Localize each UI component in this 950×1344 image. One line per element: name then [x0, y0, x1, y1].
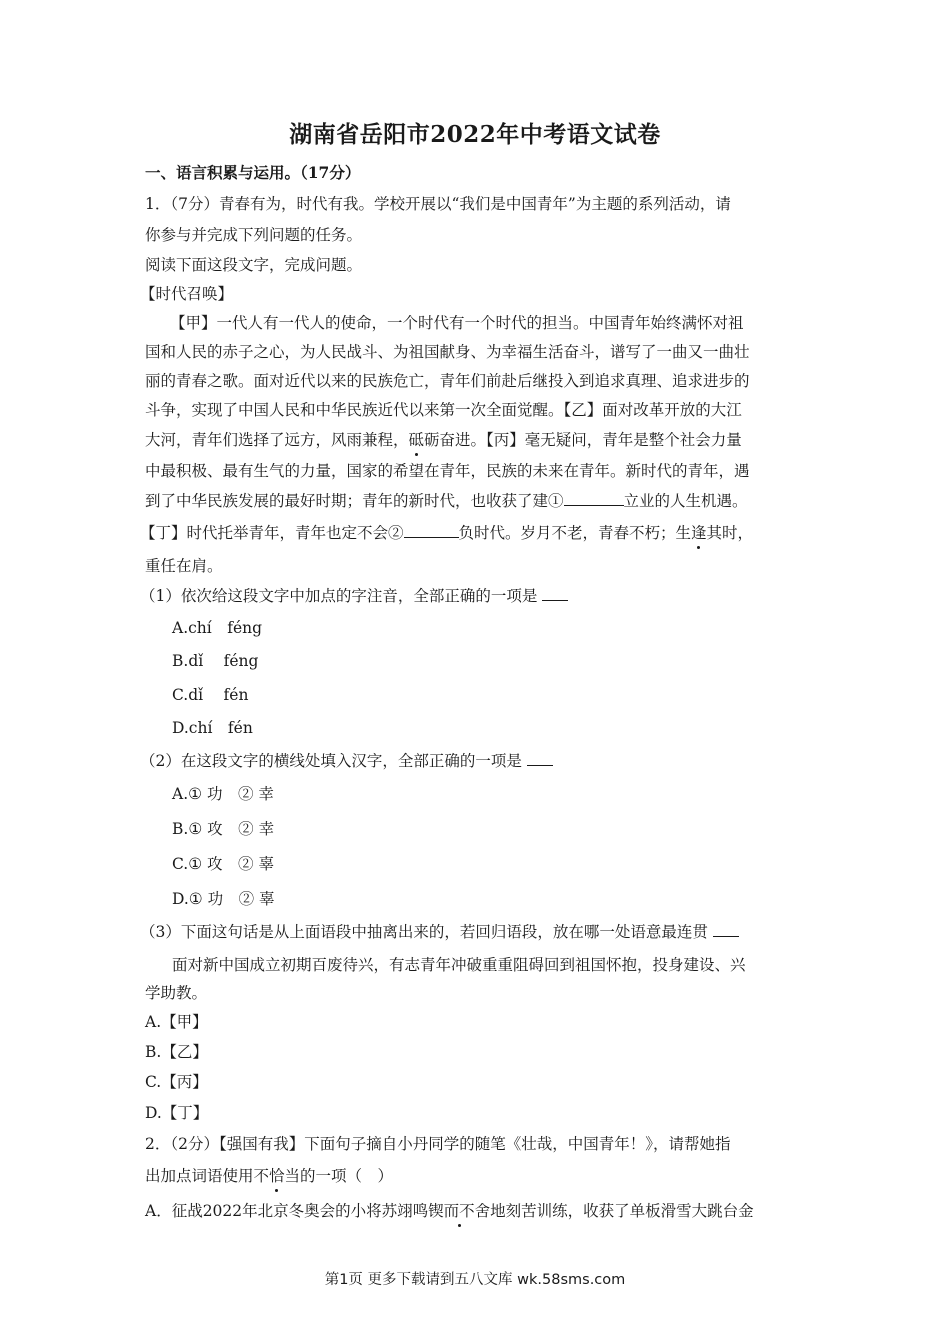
passage-line: 到了中华民族发展的最好时期；青年的新时代，也收获了建① 立业的人生机遇。: [145, 492, 748, 510]
option[interactable]: C.① 攻 ② 辜: [172, 855, 274, 873]
answer-blank[interactable]: [542, 586, 568, 601]
dotted-char: 砥: [408, 431, 425, 449]
sub-question-2: （2）在这段文字的横线处填入汉字，全部正确的一项是: [140, 751, 805, 771]
option[interactable]: D.【丁】: [145, 1104, 209, 1122]
extracted-sentence: 学助教。: [145, 984, 208, 1002]
q1-line-1: 1．（7分）青春有为，时代有我。学校开展以“我们是中国青年”为主题的系列活动，请: [145, 195, 731, 213]
option[interactable]: C.【丙】: [145, 1073, 208, 1091]
dotted-char: 逢: [691, 524, 707, 542]
passage-line: 国和人民的赤子之心，为人民战斗、为祖国献身、为幸福生活奋斗，谱写了一曲又一曲壮: [145, 343, 750, 361]
option[interactable]: A.① 功 ② 幸: [172, 785, 274, 803]
page-footer: 第1页 更多下载请到五八文库 wk.58sms.com: [324, 1272, 626, 1288]
q2-option-a[interactable]: A．征战2022年北京冬奥会的小将苏翊鸣锲而不舍地刻苦训练，收获了单板滑雪大跳台金: [145, 1202, 754, 1220]
option[interactable]: A.【甲】: [145, 1013, 208, 1031]
q1-instruction: 阅读下面这段文字，完成问题。: [145, 256, 363, 274]
answer-blank[interactable]: [527, 751, 553, 766]
sub-question-3: （3）下面这句话是从上面语段中抽离出来的，若回归语段，放在哪一处语意最连贯: [140, 922, 805, 942]
section-heading: 一、语言积累与运用。（17分）: [145, 163, 361, 182]
option[interactable]: B.dǐ féng: [172, 652, 259, 670]
passage-line: 大河，青年们选择了远方，风雨兼程，砥砺奋进。【丙】毫无疑问，青年是整个社会力量: [145, 431, 742, 449]
option[interactable]: C.dǐ fén: [172, 686, 249, 704]
passage-line: 重任在肩。: [145, 557, 223, 575]
q2-line-1: 2．（2分）【强国有我】下面句子摘自小丹同学的随笔《壮哉，中国青年！》，请帮她指: [145, 1135, 731, 1153]
option[interactable]: D.① 功 ② 辜: [172, 890, 275, 908]
option[interactable]: B.① 攻 ② 幸: [172, 820, 275, 838]
q1-passage-heading: 【时代召唤】: [140, 285, 234, 303]
passage-line: 【丁】时代托举青年，青年也定不会② 负时代。岁月不老，青春不朽；生逢其时，: [140, 524, 754, 542]
passage-line: 中最积极、最有生气的力量，国家的希望在青年，民族的未来在青年。新时代的青年，遇: [145, 462, 750, 480]
passage-line: 【甲】一代人有一代人的使命，一个时代有一个时代的担当。中国青年始终满怀对祖: [170, 314, 744, 332]
q1-line-2: 你参与并完成下列问题的任务。: [145, 226, 363, 244]
passage-line: 斗争，实现了中国人民和中华民族近代以来第一次全面觉醒。【乙】面对改革开放的大江: [145, 401, 742, 419]
extracted-sentence: 面对新中国成立初期百废待兴，有志青年冲破重重阻碍回到祖国怀抱，投身建设、兴: [172, 956, 746, 974]
sub-question-1: （1）依次给这段文字中加点的字注音，全部正确的一项是: [140, 586, 805, 606]
answer-blank[interactable]: [713, 922, 739, 937]
option[interactable]: D.chí fén: [172, 719, 253, 737]
dotted-word: 不恰当: [253, 1167, 301, 1185]
option[interactable]: A.chí féng: [172, 619, 263, 637]
page-title: 湖南省岳阳市2022年中考语文试卷: [289, 121, 661, 148]
passage-line: 丽的青春之歌。面对近代以来的民族危亡，青年们前赴后继投入到追求真理、追求进步的: [145, 372, 750, 390]
option[interactable]: B.【乙】: [145, 1043, 208, 1061]
fill-blank-1[interactable]: [564, 491, 624, 506]
q2-line-2: 出加点词语使用不恰当的一项（ ）: [145, 1167, 394, 1185]
dotted-word: 锲而不舍: [428, 1202, 491, 1220]
fill-blank-2[interactable]: [404, 523, 459, 538]
